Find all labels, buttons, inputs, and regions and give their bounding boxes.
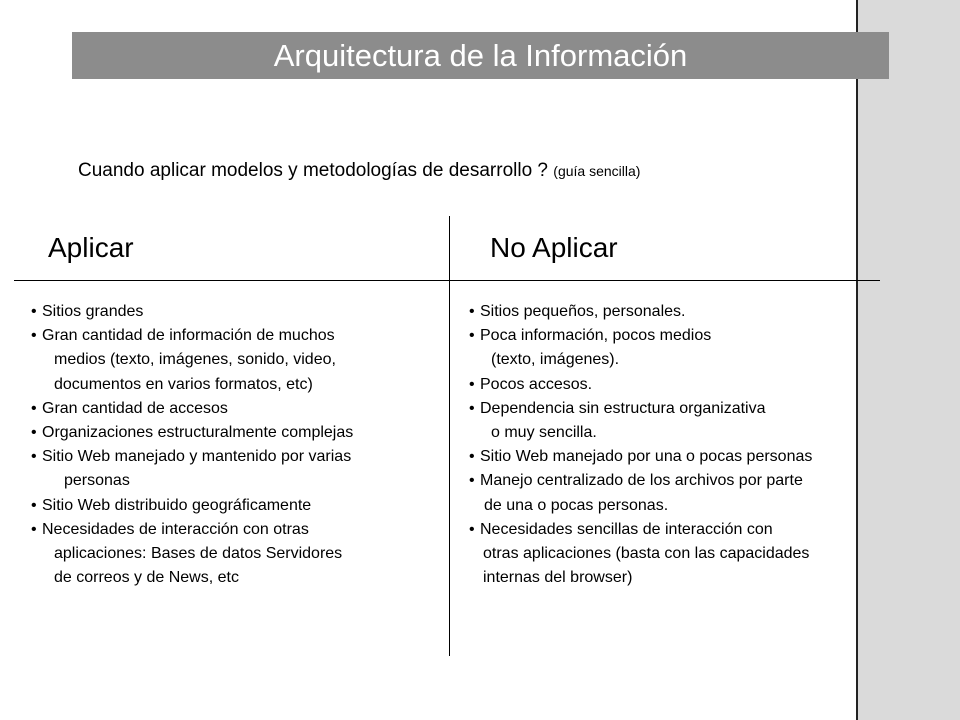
vertical-divider — [449, 216, 450, 656]
bullet-icon: • — [469, 520, 475, 538]
list-item-text: Sitios pequeños, personales. — [480, 303, 686, 320]
bullet-icon: • — [31, 327, 37, 345]
bullet-icon: • — [31, 520, 37, 538]
bullet-icon: • — [469, 327, 475, 345]
list-item-continuation: de correos y de News, etc — [54, 569, 239, 587]
bullet-icon: • — [31, 399, 37, 417]
bullet-icon: • — [469, 472, 475, 490]
question-note: (guía sencilla) — [553, 163, 641, 179]
list-item — [31, 397, 353, 421]
list-item-text: Poca información, pocos medios — [480, 327, 712, 345]
list-item-text: Sitio Web manejado y mantenido por varias — [42, 448, 352, 466]
list-item-continuation: otras aplicaciones (basta con las capacidades — [483, 545, 810, 563]
list-item — [31, 494, 353, 518]
bullet-icon: • — [31, 424, 37, 442]
list-item — [469, 469, 812, 493]
list-item-continuation: (texto, imágenes). — [491, 351, 620, 369]
horizontal-divider — [14, 280, 880, 281]
list-item — [469, 300, 812, 324]
aplicar-list — [31, 300, 353, 590]
list-item — [469, 518, 812, 542]
list-item — [31, 445, 353, 469]
list-item-text: Sitio Web distribuido geográficamente — [42, 496, 312, 514]
list-item-text: Gran cantidad de información de muchos — [42, 327, 335, 345]
list-item-text: Sitios grandes — [42, 303, 144, 320]
list-item-text: Necesidades sencillas de interacción con — [480, 520, 773, 538]
list-item-continuation: aplicaciones: Bases de datos Servidores — [54, 545, 343, 563]
list-item-continuation: o muy sencilla. — [491, 424, 597, 442]
right-side-band — [856, 0, 960, 720]
list-item — [31, 324, 353, 348]
list-item-text: Gran cantidad de accesos — [42, 399, 228, 417]
bullet-icon: • — [469, 448, 475, 466]
bullet-icon: • — [31, 448, 37, 466]
slide-title: Arquitectura de la Información — [72, 32, 889, 79]
bullet-icon: • — [31, 496, 37, 514]
no-aplicar-list — [469, 300, 812, 590]
no-aplicar-heading: No Aplicar — [490, 232, 618, 263]
bullet-icon: • — [469, 375, 475, 393]
list-item — [31, 518, 353, 542]
list-item-text: Pocos accesos. — [480, 375, 593, 393]
list-item-text: Necesidades de interacción con otras — [42, 520, 309, 538]
list-item-continuation: internas del browser) — [483, 569, 633, 587]
bullet-icon: • — [469, 303, 475, 320]
question-line — [78, 160, 640, 182]
list-item-continuation: personas — [64, 472, 130, 490]
list-item — [469, 373, 812, 397]
bullet-icon: • — [31, 303, 37, 320]
list-item — [31, 300, 353, 324]
list-item-continuation: documentos en varios formatos, etc) — [54, 375, 313, 393]
list-item — [469, 445, 812, 469]
list-item-text: Manejo centralizado de los archivos por parte — [480, 472, 803, 490]
list-item-text: Sitio Web manejado por una o pocas personas — [480, 448, 813, 466]
list-item-continuation: de una o pocas personas. — [484, 496, 669, 514]
list-item-text: Dependencia sin estructura organizativa — [480, 399, 766, 417]
question-text: Cuando aplicar modelos y metodologías de desarrollo ? — [78, 160, 548, 181]
list-item — [469, 397, 812, 421]
list-item-continuation: medios (texto, imágenes, sonido, video, — [54, 351, 336, 369]
list-item-text: Organizaciones estructuralmente complejas — [42, 424, 354, 442]
list-item — [469, 324, 812, 348]
bullet-icon: • — [469, 399, 475, 417]
aplicar-heading: Aplicar — [48, 232, 134, 263]
list-item — [31, 421, 353, 445]
